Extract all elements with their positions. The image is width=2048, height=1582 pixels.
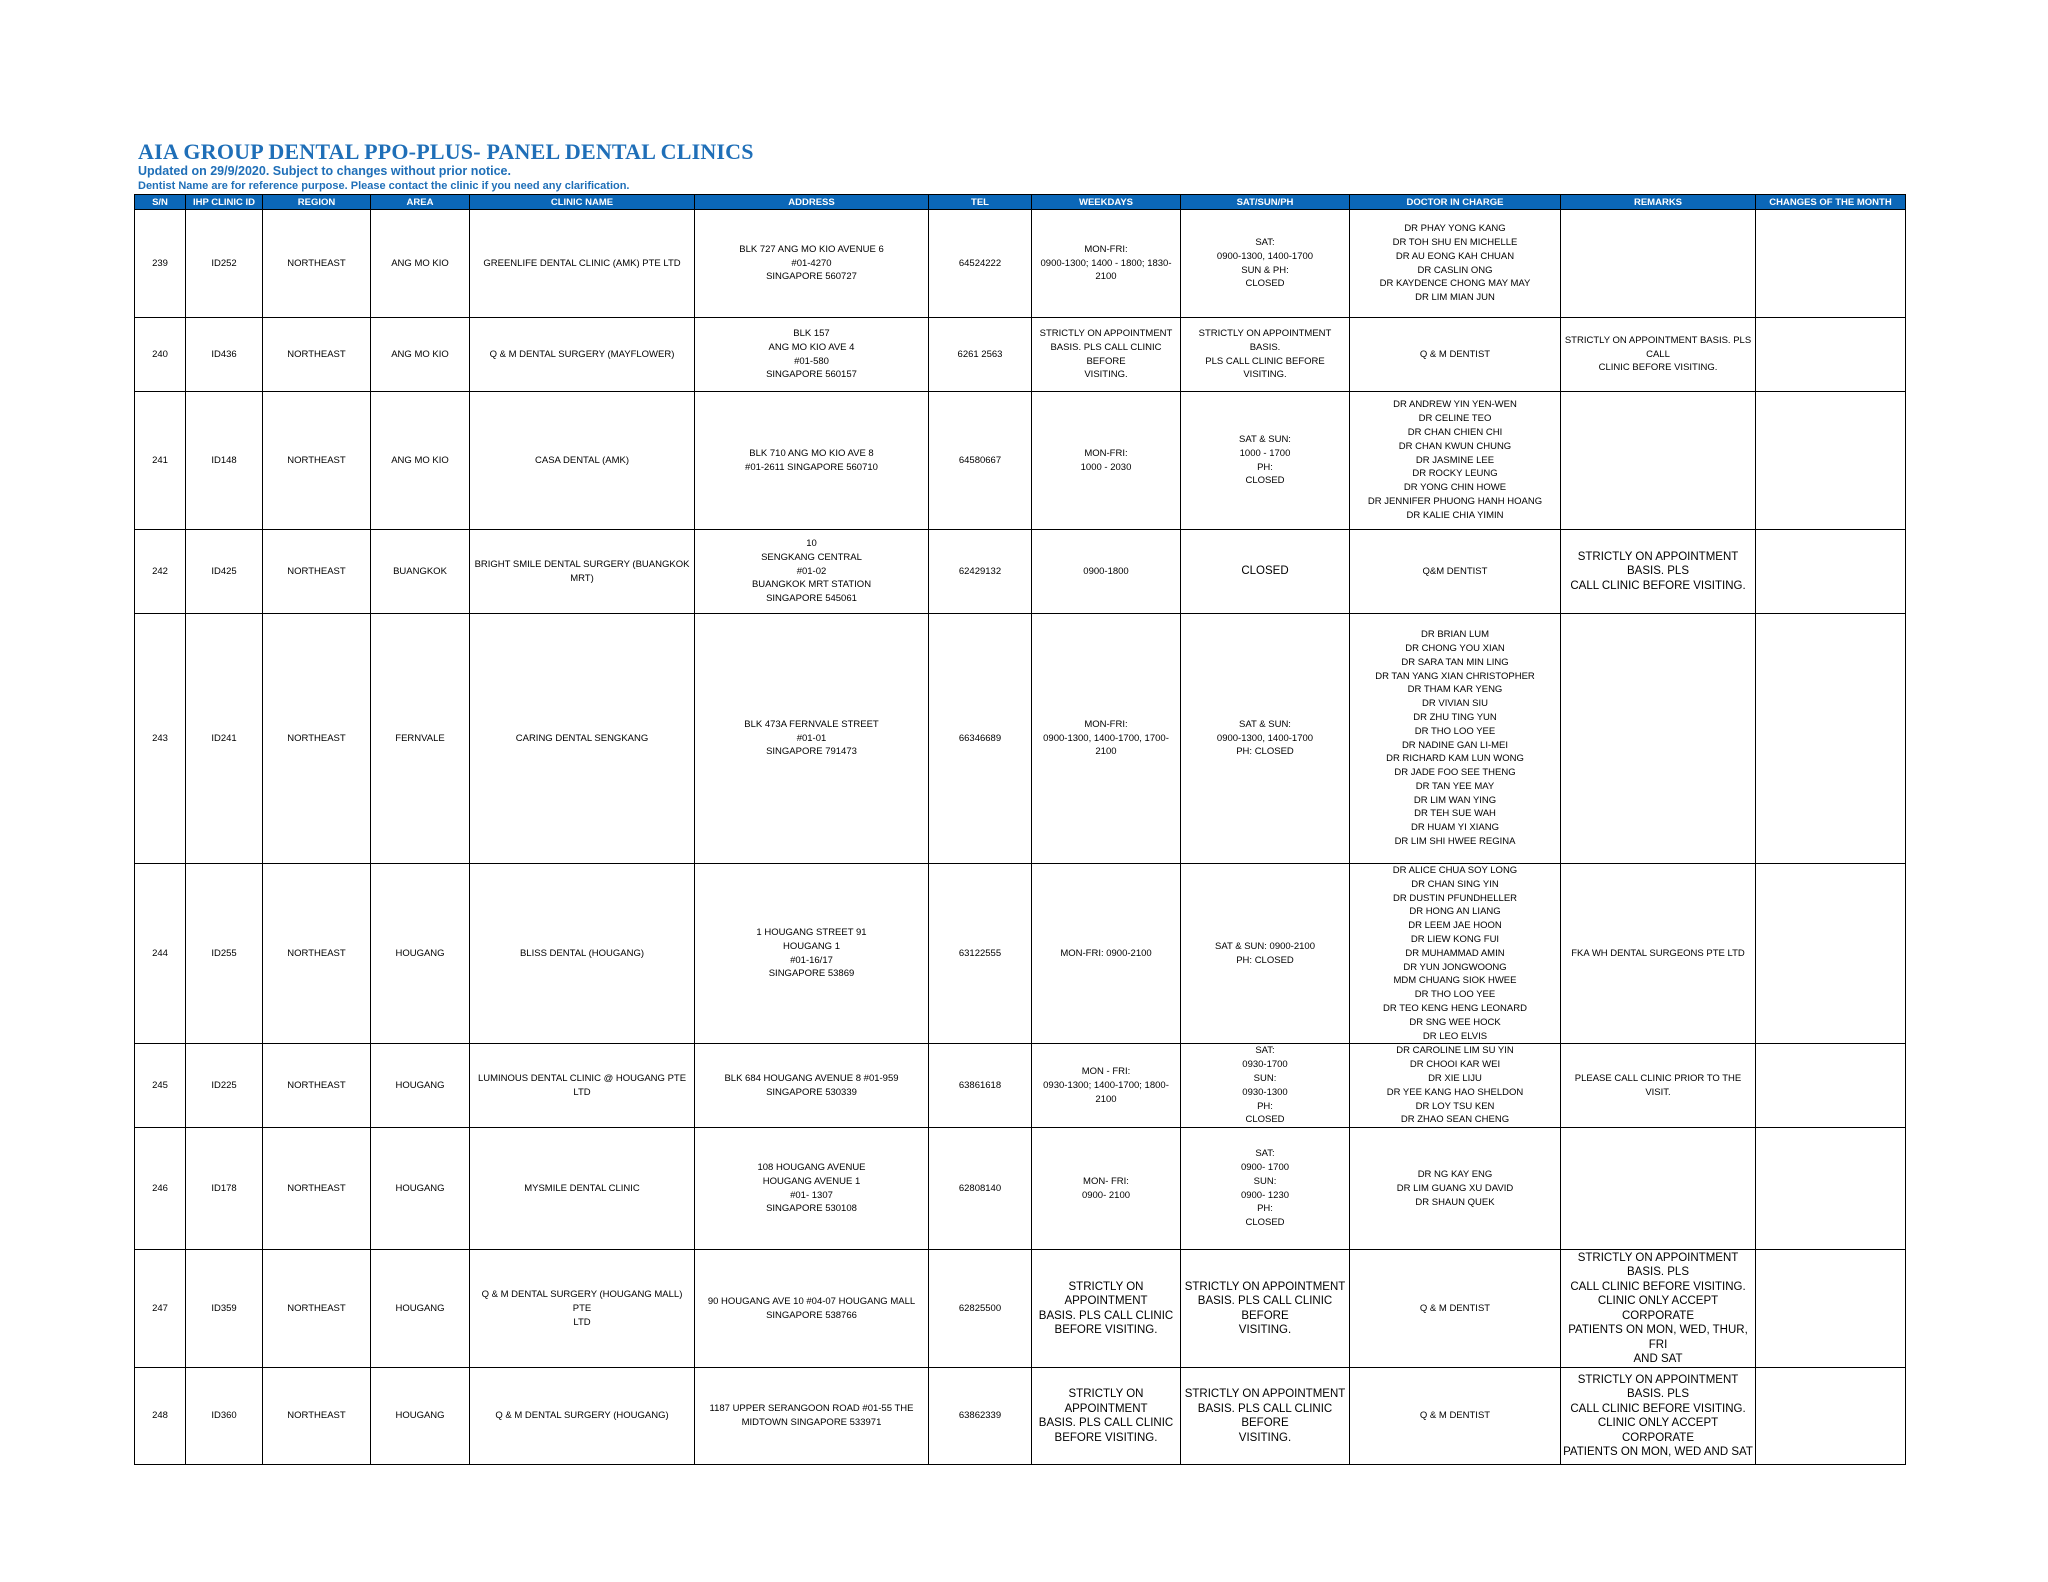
row-clinic-name: LUMINOUS DENTAL CLINIC @ HOUGANG PTE LTD [470,1044,695,1128]
row-area: BUANGKOK [371,530,470,614]
row-changes [1756,1250,1906,1368]
header-area: AREA [371,195,470,210]
row-clinic-id: ID148 [186,392,263,530]
row-sn: 247 [135,1250,186,1368]
row-clinic-id: ID178 [186,1128,263,1250]
row-weekend: SAT & SUN: 0900-2100 PH: CLOSED [1181,864,1350,1044]
row-sn: 243 [135,614,186,864]
row-clinic-name: Q & M DENTAL SURGERY (MAYFLOWER) [470,318,695,392]
row-area: ANG MO KIO [371,318,470,392]
header-weekdays: WEEKDAYS [1032,195,1181,210]
row-weekdays: MON-FRI: 0900-1300, 1400-1700, 1700- 2100 [1032,614,1181,864]
row-weekdays: MON - FRI: 0930-1300; 1400-1700; 1800- 2100 [1032,1044,1181,1128]
row-sn: 241 [135,392,186,530]
header-clinic-id: IHP CLINIC ID [186,195,263,210]
row-region: NORTHEAST [263,1368,371,1465]
row-sn: 242 [135,530,186,614]
row-area: HOUGANG [371,1128,470,1250]
row-area: HOUGANG [371,1044,470,1128]
row-weekend: SAT: 0900- 1700 SUN: 0900- 1230 PH: CLOSED [1181,1128,1350,1250]
header-clinic-name: CLINIC NAME [470,195,695,210]
row-doctors: DR PHAY YONG KANG DR TOH SHU EN MICHELLE DR AU EONG KAH CHUAN DR CASLIN ONG DR KAYDENCE CHONG MAY MAY DR LIM MIAN JUN [1350,210,1561,318]
row-address: 10 SENGKANG CENTRAL #01-02 BUANGKOK MRT STATION SINGAPORE 545061 [695,530,929,614]
row-weekdays: STRICTLY ON APPOINTMENT BASIS. PLS CALL CLINIC BEFORE VISITING. [1032,318,1181,392]
row-address: BLK 473A FERNVALE STREET #01-01 SINGAPORE 791473 [695,614,929,864]
row-weekend: SAT & SUN: 0900-1300, 1400-1700 PH: CLOSED [1181,614,1350,864]
row-remarks: PLEASE CALL CLINIC PRIOR TO THE VISIT. [1561,1044,1756,1128]
row-weekdays: STRICTLY ON APPOINTMENT BASIS. PLS CALL CLINIC BEFORE VISITING. [1032,1368,1181,1465]
row-weekend: CLOSED [1181,530,1350,614]
row-weekdays: 0900-1800 [1032,530,1181,614]
row-area: ANG MO KIO [371,210,470,318]
row-address: BLK 684 HOUGANG AVENUE 8 #01-959 SINGAPORE 530339 [695,1044,929,1128]
row-weekdays: MON-FRI: 0900-2100 [1032,864,1181,1044]
row-doctors: DR CAROLINE LIM SU YIN DR CHOOI KAR WEI DR XIE LIJU DR YEE KANG HAO SHELDON DR LOY TSU KEN DR ZHAO SEAN CHENG [1350,1044,1561,1128]
row-area: ANG MO KIO [371,392,470,530]
row-remarks [1561,210,1756,318]
row-weekdays: MON-FRI: 1000 - 2030 [1032,392,1181,530]
row-doctors: DR BRIAN LUM DR CHONG YOU XIAN DR SARA TAN MIN LING DR TAN YANG XIAN CHRISTOPHER DR THAM KAR YENG DR VIVIAN SIU DR ZHU TING YUN DR THO LOO YEE DR NADINE GAN LI-MEI DR RICHARD KAM LUN WONG DR JADE FOO SEE THENG DR TAN YEE MAY DR LIM WAN YING DR TEH SUE WAH DR HUAM YI XIANG DR LIM SHI HWEE REGINA [1350,614,1561,864]
row-tel: 62429132 [929,530,1032,614]
header-address: ADDRESS [695,195,929,210]
row-weekdays: STRICTLY ON APPOINTMENT BASIS. PLS CALL CLINIC BEFORE VISITING. [1032,1250,1181,1368]
row-region: NORTHEAST [263,318,371,392]
row-sn: 245 [135,1044,186,1128]
row-changes [1756,1044,1906,1128]
update-note: Updated on 29/9/2020. Subject to changes without prior notice. [138,164,511,178]
row-tel: 64580667 [929,392,1032,530]
table-row [135,614,1906,864]
row-area: FERNVALE [371,614,470,864]
row-doctors: Q & M DENTIST [1350,318,1561,392]
row-doctors: DR ANDREW YIN YEN-WEN DR CELINE TEO DR CHAN CHIEN CHI DR CHAN KWUN CHUNG DR JASMINE LEE DR ROCKY LEUNG DR YONG CHIN HOWE DR JENNIFER PHUONG HANH HOANG DR KALIE CHIA YIMIN [1350,392,1561,530]
row-doctors: Q & M DENTIST [1350,1250,1561,1368]
row-clinic-id: ID252 [186,210,263,318]
header-doctor: DOCTOR IN CHARGE [1350,195,1561,210]
document-title: AIA GROUP DENTAL PPO-PLUS- PANEL DENTAL CLINICS [138,139,754,164]
row-area: HOUGANG [371,1250,470,1368]
row-tel: 63122555 [929,864,1032,1044]
table-row [135,1044,1906,1128]
row-weekend: SAT & SUN: 1000 - 1700 PH: CLOSED [1181,392,1350,530]
row-region: NORTHEAST [263,614,371,864]
header-weekend: SAT/SUN/PH [1181,195,1350,210]
row-clinic-name: BRIGHT SMILE DENTAL SURGERY (BUANGKOK MRT) [470,530,695,614]
table-row [135,864,1906,1044]
row-sn: 239 [135,210,186,318]
row-changes [1756,210,1906,318]
row-remarks: STRICTLY ON APPOINTMENT BASIS. PLS CALL CLINIC BEFORE VISITING. CLINIC ONLY ACCEPT CORPORATE PATIENTS ON MON, WED AND SAT [1561,1368,1756,1465]
row-remarks [1561,392,1756,530]
row-doctors: Q&M DENTIST [1350,530,1561,614]
row-changes [1756,864,1906,1044]
table-row [135,1250,1906,1368]
row-sn: 246 [135,1128,186,1250]
row-region: NORTHEAST [263,1250,371,1368]
row-clinic-name: GREENLIFE DENTAL CLINIC (AMK) PTE LTD [470,210,695,318]
row-doctors: DR NG KAY ENG DR LIM GUANG XU DAVID DR SHAUN QUEK [1350,1128,1561,1250]
row-address: 1187 UPPER SERANGOON ROAD #01-55 THE MIDTOWN SINGAPORE 533971 [695,1368,929,1465]
row-doctors: Q & M DENTIST [1350,1368,1561,1465]
header-tel: TEL [929,195,1032,210]
row-changes [1756,392,1906,530]
row-address: 90 HOUGANG AVE 10 #04-07 HOUGANG MALL SINGAPORE 538766 [695,1250,929,1368]
row-tel: 63861618 [929,1044,1032,1128]
row-area: HOUGANG [371,1368,470,1465]
row-region: NORTHEAST [263,864,371,1044]
row-changes [1756,1368,1906,1465]
row-region: NORTHEAST [263,1044,371,1128]
row-clinic-id: ID359 [186,1250,263,1368]
header-sn: S/N [135,195,186,210]
row-remarks: STRICTLY ON APPOINTMENT BASIS. PLS CALL CLINIC BEFORE VISITING. CLINIC ONLY ACCEPT CORPORATE PATIENTS ON MON, WED, THUR, FRI AND SAT [1561,1250,1756,1368]
row-tel: 6261 2563 [929,318,1032,392]
row-clinic-name: MYSMILE DENTAL CLINIC [470,1128,695,1250]
row-changes [1756,614,1906,864]
row-clinic-name: Q & M DENTAL SURGERY (HOUGANG MALL) PTE LTD [470,1250,695,1368]
row-address: BLK 727 ANG MO KIO AVENUE 6 #01-4270 SINGAPORE 560727 [695,210,929,318]
row-region: NORTHEAST [263,210,371,318]
row-remarks: FKA WH DENTAL SURGEONS PTE LTD [1561,864,1756,1044]
row-address: 108 HOUGANG AVENUE HOUGANG AVENUE 1 #01- 1307 SINGAPORE 530108 [695,1128,929,1250]
row-changes [1756,1128,1906,1250]
row-remarks [1561,1128,1756,1250]
row-remarks: STRICTLY ON APPOINTMENT BASIS. PLS CALL CLINIC BEFORE VISITING. [1561,318,1756,392]
row-sn: 244 [135,864,186,1044]
table-row [135,1128,1906,1250]
row-tel: 63862339 [929,1368,1032,1465]
row-sn: 240 [135,318,186,392]
clinic-table [134,194,1906,1465]
row-clinic-id: ID255 [186,864,263,1044]
table-row [135,210,1906,318]
disclaimer-note: Dentist Name are for reference purpose. Please contact the clinic if you need any clarification. [138,180,630,192]
header-remarks: REMARKS [1561,195,1756,210]
row-weekend: SAT: 0930-1700 SUN: 0930-1300 PH: CLOSED [1181,1044,1350,1128]
row-weekdays: MON-FRI: 0900-1300; 1400 - 1800; 1830- 2100 [1032,210,1181,318]
table-row [135,392,1906,530]
row-clinic-id: ID241 [186,614,263,864]
row-weekend: SAT: 0900-1300, 1400-1700 SUN & PH: CLOSED [1181,210,1350,318]
row-tel: 64524222 [929,210,1032,318]
row-clinic-name: Q & M DENTAL SURGERY (HOUGANG) [470,1368,695,1465]
row-weekdays: MON- FRI: 0900- 2100 [1032,1128,1181,1250]
row-sn: 248 [135,1368,186,1465]
table-header-row [135,195,1906,210]
table-row [135,318,1906,392]
row-clinic-id: ID225 [186,1044,263,1128]
row-tel: 62808140 [929,1128,1032,1250]
row-changes [1756,530,1906,614]
row-area: HOUGANG [371,864,470,1044]
row-tel: 66346689 [929,614,1032,864]
row-remarks [1561,614,1756,864]
row-address: 1 HOUGANG STREET 91 HOUGANG 1 #01-16/17 SINGAPORE 53869 [695,864,929,1044]
header-region: REGION [263,195,371,210]
row-doctors: DR ALICE CHUA SOY LONG DR CHAN SING YIN DR DUSTIN PFUNDHELLER DR HONG AN LIANG DR LEEM JAE HOON DR LIEW KONG FUI DR MUHAMMAD AMIN DR YUN JONGWOONG MDM CHUANG SIOK HWEE DR THO LOO YEE DR TEO KENG HENG LEONARD DR SNG WEE HOCK DR LEO ELVIS [1350,864,1561,1044]
row-address: BLK 710 ANG MO KIO AVE 8 #01-2611 SINGAPORE 560710 [695,392,929,530]
row-weekend: STRICTLY ON APPOINTMENT BASIS. PLS CALL CLINIC BEFORE VISITING. [1181,1368,1350,1465]
row-clinic-name: BLISS DENTAL (HOUGANG) [470,864,695,1044]
row-clinic-name: CASA DENTAL (AMK) [470,392,695,530]
row-region: NORTHEAST [263,1128,371,1250]
row-region: NORTHEAST [263,530,371,614]
row-clinic-id: ID360 [186,1368,263,1465]
row-clinic-name: CARING DENTAL SENGKANG [470,614,695,864]
row-region: NORTHEAST [263,392,371,530]
row-changes [1756,318,1906,392]
row-weekend: STRICTLY ON APPOINTMENT BASIS. PLS CALL CLINIC BEFORE VISITING. [1181,1250,1350,1368]
row-weekend: STRICTLY ON APPOINTMENT BASIS. PLS CALL CLINIC BEFORE VISITING. [1181,318,1350,392]
row-clinic-id: ID436 [186,318,263,392]
row-remarks: STRICTLY ON APPOINTMENT BASIS. PLS CALL CLINIC BEFORE VISITING. [1561,530,1756,614]
row-clinic-id: ID425 [186,530,263,614]
row-tel: 62825500 [929,1250,1032,1368]
header-changes: CHANGES OF THE MONTH [1756,195,1906,210]
row-address: BLK 157 ANG MO KIO AVE 4 #01-580 SINGAPORE 560157 [695,318,929,392]
table-row [135,1368,1906,1465]
table-row [135,530,1906,614]
